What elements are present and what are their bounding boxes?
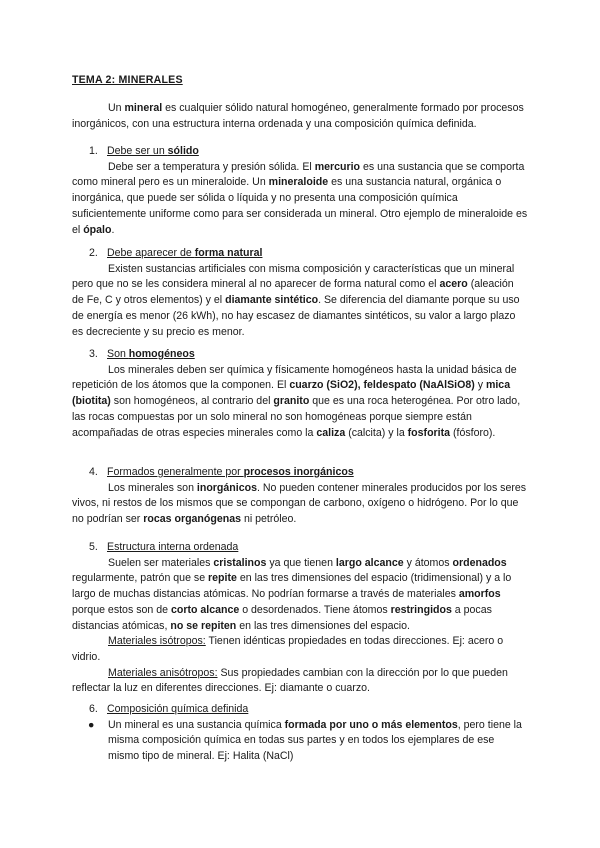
section-heading: 1. Debe ser un sólido — [89, 145, 199, 157]
section-body: Debe ser a temperatura y presión sólida. El mercurio es una sustancia que se comporta como mineral pero es un mineraloide. Un mineraloide es una sustancia natural, orgánica o inorgánica, que puede ser sólida o líquida y no presenta una composición química suficientemente uniforme como para ser considerada un mineral. Otro ejemplo de mineraloide es el ópalo. — [72, 160, 528, 236]
section-heading: 6. Composición química definida — [89, 703, 249, 715]
section-body: Los minerales deben ser química y físicamente homogéneos hasta la unidad básica de repetición de los átomos que la componen. El cuarzo (SiO2), feldespato (NaAlSiO8) y mica (biotita) son homogéneos, al contrario del granito que es una roca heterogénea. Por otro lado, las rocas compuestas por un solo mineral no son homogéneas porque siempre están acompañadas de otras especies minerales como la caliza (calcita) y la fosforita (fósforo). — [72, 363, 521, 439]
section-3 — [72, 347, 528, 441]
intro-paragraph: Un mineral es cualquier sólido natural homogéneo, generalmente formado por procesos inorgánicos, con una estructura interna ordenada y una composición química definida. — [72, 102, 524, 130]
section-5 — [72, 540, 528, 697]
section-heading: 4. Formados generalmente por procesos inorgánicos — [89, 466, 354, 478]
anisotropic-paragraph: Materiales anisótropos: Sus propiedades cambian con la dirección por lo que pueden reflectar la luz en diferentes direcciones. Ej: diamante o cuarzo. — [72, 666, 508, 695]
page-title: TEMA 2: MINERALES — [72, 74, 183, 86]
section-6 — [72, 702, 528, 765]
section-1 — [72, 144, 528, 238]
section-2 — [72, 246, 528, 340]
isotropic-paragraph: Materiales isótropos: Tienen idénticas propiedades en todas direcciones. Ej: acero o vidrio. — [72, 635, 504, 663]
section-body: Los minerales son inorgánicos. No pueden contener minerales producidos por los seres vivos, ni restos de los mismos que se compongan de carbono, oxígeno o hidrógeno. Por lo que no podrían ser rocas organógenas ni petróleo. — [72, 481, 527, 526]
bullet-item: ● Un mineral es una sustancia química formada por uno o más elementos, pero tiene la misma composición química en todas sus partes y en todos los ejemplares de ese mismo tipo de mineral. Ej: Halita (NaCl) — [88, 718, 522, 763]
bold-term: mineral — [124, 102, 163, 114]
bullet-icon: ● — [88, 718, 95, 731]
section-body: Existen sustancias artificiales con misma composición y características que un mineral pero que no se les considera mineral al no aparecer de forma natural como el acero (aleación de Fe, C y otros elementos) y el diamante sintético. Se diferencia del diamante porque su uso de energía es menor (26 kWh), no hay escasez de diamantes sintéticos, su valor a largo plazo es decreciente y su precio es menor. — [72, 262, 520, 338]
section-heading: 2. Debe aparecer de forma natural — [89, 247, 263, 259]
section-heading: 5. Estructura interna ordenada — [89, 541, 239, 553]
section-4 — [72, 465, 528, 528]
section-body: Suelen ser materiales cristalinos ya que tienen largo alcance y átomos ordenados regularmente, patrón que se repite en las tres dimensiones del espacio (tridimensional) y a lo largo de muchas distancias atómicas. No podrían formarse a través de materiales amorfos porque estos son de corto alcance o desordenados. Tiene átomos restringidos a pocas distancias atómicas, no se repiten en las tres dimensiones del espacio. — [72, 556, 512, 632]
section-heading: 3. Son homogéneos — [89, 348, 195, 360]
